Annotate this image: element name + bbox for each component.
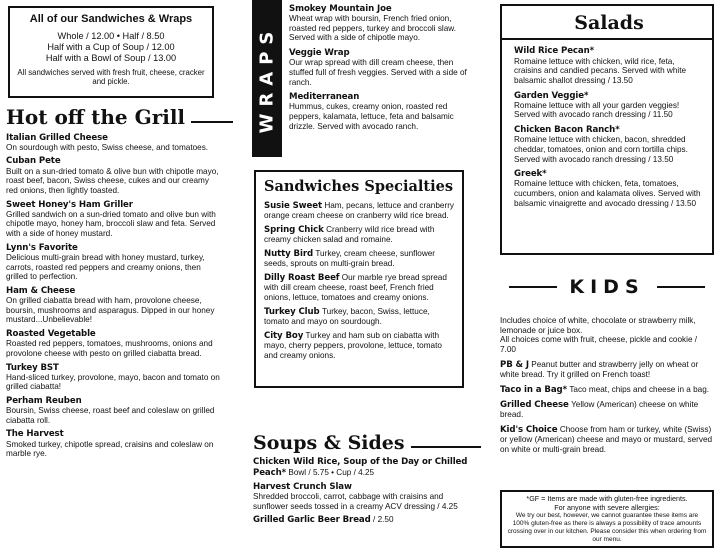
item-desc: Grilled sandwich on a sun-dried tomato and olive bun with chipotle mayo, honey ham, broccoli slaw and feta. Served with a side of honey mustard.: [6, 209, 216, 239]
menu-item: [289, 4, 467, 43]
item-desc: Turkey, cream cheese, sunflower seeds, sprouts on multi-grain bread.: [264, 249, 436, 269]
item-name: Lynn's Favorite: [6, 242, 78, 253]
kids-header: [500, 276, 714, 298]
item-desc: Yellow (American) cheese on white bread.: [500, 399, 699, 420]
menu-item: [514, 91, 704, 120]
item-name: Harvest Crunch Slaw: [253, 481, 352, 492]
menu-item: [6, 243, 220, 282]
pricing-line: Half with a Bowl of Soup / 13.00: [45, 52, 177, 63]
divider: [657, 286, 705, 288]
item-name: Mediterranean: [289, 92, 360, 103]
wraps-list: [289, 4, 467, 135]
kids-intro-price: All choices come with fruit, cheese, pickle and cookie / 7.00: [500, 335, 698, 355]
menu-item: [289, 48, 467, 87]
item-desc: Delicious multi-grain bread with honey mustard, turkey, carrots, roasted red peppers and creamy onions, then grilled to perfection.: [6, 252, 205, 282]
item-desc: Romaine lettuce with chicken, wild rice, feta, craisins and candied pecans. Served with white balsamic shallot dressing / 13.50: [514, 56, 687, 85]
menu-item: [6, 329, 220, 358]
item-name: Grilled Cheese: [500, 399, 569, 410]
item-name: Cuban Pete: [6, 156, 61, 167]
item-desc: Boursin, Swiss cheese, roast beef and coleslaw on grilled ciabatta roll.: [6, 406, 215, 425]
item-desc: Peanut butter and strawberry jelly on wheat or white bread. Try it grilled on French toast!: [500, 359, 699, 379]
item-name: Nutty Bird: [264, 249, 314, 260]
menu-item: [264, 331, 454, 361]
soups-section: [253, 432, 468, 529]
menu-item: [500, 360, 714, 380]
menu-item: [6, 429, 220, 458]
item-name: Kid's Choice: [500, 424, 558, 435]
footnote-box: [500, 490, 714, 548]
soups-title: Soups & Sides: [253, 432, 405, 454]
item-desc: Romaine lettuce with all your garden veggies! Served with avocado ranch dressing / 11.50: [514, 100, 680, 120]
menu-item: [253, 515, 468, 525]
item-name: Susie Sweet: [264, 201, 322, 212]
item-name: Ham & Cheese: [6, 285, 76, 296]
sandwich-pricing-box: [8, 6, 214, 98]
kids-title: KIDS: [569, 276, 645, 298]
footnote-allergy: For anyone with severe allergies:: [554, 502, 660, 512]
item-name: The Harvest: [6, 429, 64, 440]
item-name: Italian Grilled Cheese: [6, 132, 108, 143]
pricing-note: All sandwiches served with fresh fruit, cheese, cracker and pickle.: [17, 67, 205, 86]
item-desc: Bowl / 5.75 • Cup / 4.25: [288, 467, 375, 477]
item-desc: Shredded broccoli, carrot, cabbage with craisins and sunflower seeds tossed in a creamy ACV dressing / 4.25: [253, 491, 458, 511]
item-desc: Choose from ham or turkey, white (Swiss) or yellow (American) cheese and mayo or mustard, served on white or multi-grain bread.: [500, 424, 713, 454]
menu-item: [264, 201, 454, 221]
menu-item: [289, 92, 467, 131]
item-name: Chicken Bacon Ranch*: [514, 125, 620, 136]
menu-item: [264, 225, 454, 245]
item-name: Greek*: [514, 169, 547, 180]
footnote-disclaimer: We try our best, however, we cannot guarantee these items are 100% gluten-free as there is always a possibility of trace amounts crossing over in our kitchen. Please consider this when ordering from our menu.: [507, 512, 707, 543]
item-name: Grilled Garlic Beer Bread: [253, 515, 371, 526]
item-name: Taco in a Bag*: [500, 384, 567, 395]
item-desc: Romaine lettuce with chicken, feta, tomatoes, cucumbers, onion and kalamata olives. Served with balsamic vinaigrette and avocado dressing / 13.50: [514, 179, 701, 208]
hot-grill-title: Hot off the Grill: [6, 105, 186, 129]
menu-item: [6, 396, 220, 425]
soups-header: [253, 432, 468, 454]
footnote-gf: *GF = Items are made with gluten-free ingredients.: [526, 494, 688, 503]
item-name: PB & J: [500, 359, 529, 370]
item-name: Perham Reuben: [6, 396, 82, 406]
item-desc: / 2.50: [373, 515, 394, 525]
item-name: Veggie Wrap: [289, 48, 350, 59]
menu-item: [264, 273, 454, 303]
salads-divider: [502, 38, 712, 40]
divider: [509, 286, 557, 288]
specialties-title: Sandwiches Specialties: [264, 178, 454, 195]
item-desc: Smoked turkey, chipotle spread, craisins and coleslaw on marble rye.: [6, 439, 214, 459]
item-desc: Roasted red peppers, tomatoes, mushrooms, onions and provolone cheese with pesto on grilled ciabatta bread.: [6, 339, 213, 358]
item-name: City Boy: [264, 331, 304, 342]
item-name: Sweet Honey's Ham Griller: [6, 199, 133, 210]
item-name: Turkey Club: [264, 307, 320, 318]
column-left: [6, 0, 220, 463]
item-name: Dilly Roast Beef: [264, 273, 340, 284]
divider: [191, 121, 233, 123]
item-desc: Turkey and ham sub on ciabatta with mayo, cherry peppers, provolone, lettuce, tomato and creamy onions.: [264, 331, 442, 361]
menu-item: [264, 249, 454, 269]
wraps-banner: [252, 0, 282, 157]
pricing-line: Whole / 12.00 • Half / 8.50: [57, 30, 165, 41]
menu-item: [6, 286, 220, 325]
menu-item: [500, 425, 714, 455]
menu-item: [253, 482, 468, 511]
menu-item: [6, 156, 220, 195]
menu-item: [514, 125, 704, 164]
item-desc: Ham, pecans, lettuce and cranberry orange cream cheese on cranberry wild rice bread.: [264, 201, 455, 221]
hot-grill-header: [6, 106, 220, 130]
item-desc: Hand-sliced turkey, provolone, mayo, bacon and tomato on grilled ciabatta!: [6, 372, 220, 392]
wraps-label: WRAPS: [256, 24, 278, 133]
item-desc: Turkey, bacon, Swiss, lettuce, tomato and mayo on sourdough.: [264, 307, 430, 327]
item-name: Wild Rice Pecan*: [514, 46, 595, 57]
menu-item: [264, 307, 454, 327]
divider: [411, 446, 481, 448]
pricing-line: Half with a Cup of Soup / 12.00: [47, 41, 175, 52]
salads-header: [514, 12, 704, 34]
menu-item: [514, 169, 704, 208]
item-desc: On sourdough with pesto, Swiss cheese, and tomatoes.: [6, 142, 209, 152]
item-desc: Wheat wrap with boursin, French fried onion, roasted red peppers, turkey and broccoli slaw. Served with a side of chipotle mayo.: [289, 14, 457, 43]
salads-box: [500, 4, 714, 255]
kids-intro: Includes choice of white, chocolate or strawberry milk, lemonade or juice box.: [500, 316, 696, 335]
menu-item: [6, 200, 220, 239]
pricing-title: All of our Sandwiches & Wraps: [29, 13, 193, 25]
item-name: Chicken Wild Rice, Soup of the Day or Chilled Peach*: [253, 457, 468, 478]
item-desc: Taco meat, chips and cheese in a bag.: [569, 384, 710, 394]
item-desc: On grilled ciabatta bread with ham, provolone cheese, boursin, mushrooms and asparagus. Dipped in our honey mustard...Unbelievable!: [6, 296, 215, 325]
item-desc: Built on a sun-dried tomato & olive bun with chipotle mayo, roast beef, bacon, Swiss cheese, cukes and our creamy red onions, then lightly toasted.: [6, 166, 219, 195]
item-name: Turkey BST: [6, 362, 59, 373]
salads-title: Salads: [574, 12, 644, 34]
menu-item: [514, 46, 704, 85]
item-name: Roasted Vegetable: [6, 329, 96, 340]
item-name: Smokey Mountain Joe: [289, 4, 392, 14]
menu-item: [253, 457, 468, 477]
menu-item: [500, 385, 714, 395]
item-desc: Our marble rye bread spread with dill cream cheese, roast beef, French fried onions, lettuce, tomatoes and creamy onions.: [264, 273, 447, 303]
item-desc: Hummus, cukes, creamy onion, roasted red peppers, kalamata, lettuce, feta and balsamic drizzle. Served with avocado ranch.: [289, 102, 454, 131]
specialties-box: [254, 170, 464, 388]
menu-item: [500, 400, 714, 420]
item-desc: Cranberry wild rice bread with creamy chicken salad and romaine.: [264, 225, 435, 245]
hot-grill-list: [6, 133, 220, 459]
menu-item: [6, 133, 220, 153]
item-name: Spring Chick: [264, 225, 324, 236]
menu-item: [6, 363, 220, 392]
item-desc: Our wrap spread with dill cream cheese, then stuffed full of fresh veggies. Served with a side of ranch.: [289, 58, 467, 87]
item-desc: Romaine lettuce with chicken, bacon, shredded cheddar, tomatoes, onion and corn tortilla chips. Served with avocado ranch dressing / 13.50: [514, 135, 688, 164]
kids-section: [500, 316, 714, 459]
item-name: Garden Veggie*: [514, 90, 589, 101]
